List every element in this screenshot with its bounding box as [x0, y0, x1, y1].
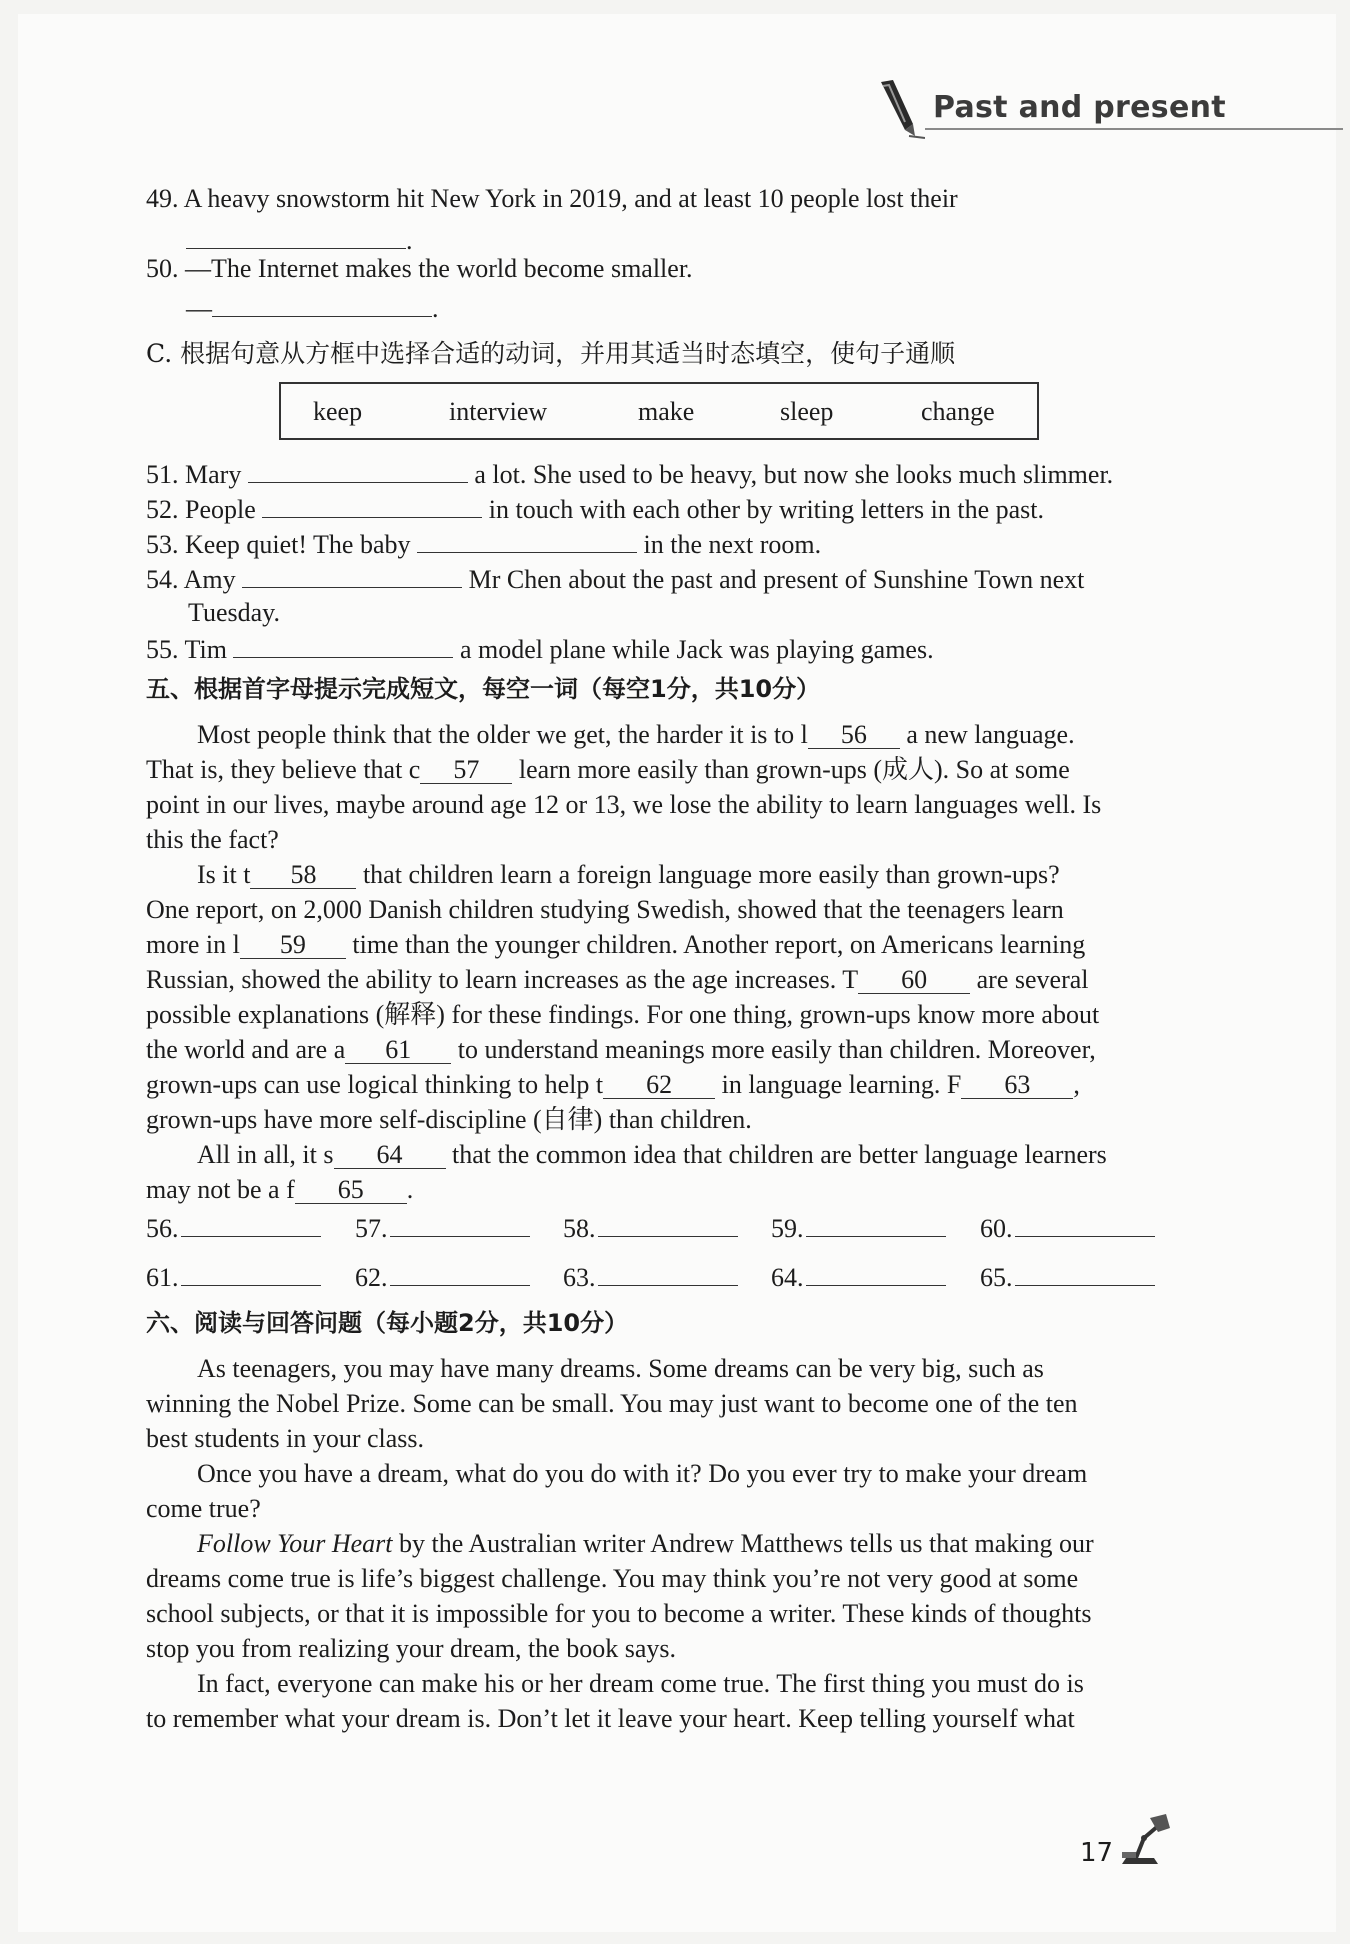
reading-line: come true?	[146, 1494, 261, 1523]
passage-line: possible explanations (解释) for these findings. For one thing, grown-ups know more about	[146, 1000, 1100, 1029]
answer-56: 56.	[146, 1210, 321, 1246]
reading-line: stop you from realizing your dream, the book says.	[146, 1634, 676, 1663]
answer-63: 63.	[563, 1259, 738, 1295]
passage-line: the world and are a 61 to understand meanings more easily than children. Moreover,	[146, 1035, 1096, 1064]
cloze-blank-62[interactable]: 62	[603, 1070, 715, 1099]
reading-line: Once you have a dream, what do you do with it? Do you ever try to make your dream	[197, 1459, 1088, 1488]
passage-line: Russian, showed the ability to learn increases as the age increases. T 60 are several	[146, 965, 1089, 994]
answer-line-57[interactable]	[390, 1210, 530, 1237]
answer-62: 62.	[355, 1259, 530, 1295]
answer-60: 60.	[980, 1210, 1155, 1246]
answer-blank-51[interactable]	[248, 456, 468, 483]
word-box	[279, 382, 1039, 440]
passage-line: All in all, it s 64 that the common idea that children are better language learners	[197, 1140, 1107, 1169]
cloze-blank-58[interactable]: 58	[250, 860, 356, 889]
passage-line: may not be a f 65 .	[146, 1175, 414, 1204]
cloze-blank-57[interactable]: 57	[420, 755, 512, 784]
reading-line: best students in your class.	[146, 1424, 425, 1453]
answer-line-56[interactable]	[181, 1210, 321, 1237]
passage-line: One report, on 2,000 Danish children studying Swedish, showed that the teenagers learn	[146, 895, 1064, 924]
question-49-text: 49. A heavy snowstorm hit New York in 2019, and at least 10 people lost their	[146, 184, 958, 213]
word-option: keep	[313, 397, 363, 426]
question-51: 51. Mary a lot. She used to be heavy, but now she looks much slimmer.	[146, 456, 1113, 492]
section-6-title: 六、阅读与回答问题（每小题2分，共10分）	[146, 1309, 629, 1337]
question-50-answer-line: — .	[146, 290, 439, 326]
answer-line-62[interactable]	[390, 1259, 530, 1286]
question-50	[146, 252, 693, 286]
cloze-blank-60[interactable]: 60	[858, 965, 970, 994]
reading-line: Follow Your Heart by the Australian writer Andrew Matthews tells us that making our	[197, 1529, 1094, 1558]
passage-line: Most people think that the older we get, the harder it is to l 56 a new language.	[197, 720, 1075, 749]
answer-line-64[interactable]	[806, 1259, 946, 1286]
page-number: 17	[1080, 1838, 1114, 1868]
question-54-cont: Tuesday.	[188, 598, 280, 627]
passage-line: more in l 59 time than the younger children. Another report, on Americans learning	[146, 930, 1086, 959]
passage-line: grown-ups have more self-discipline (自律) than children.	[146, 1105, 752, 1134]
reading-line: As teenagers, you may have many dreams. Some dreams can be very big, such as	[197, 1354, 1044, 1383]
answer-line-61[interactable]	[181, 1259, 321, 1286]
answer-line-59[interactable]	[806, 1210, 946, 1237]
question-49	[146, 182, 958, 216]
answer-59: 59.	[771, 1210, 946, 1246]
cloze-blank-61[interactable]: 61	[345, 1035, 451, 1064]
question-50-text: 50. —The Internet makes the world become smaller.	[146, 254, 693, 283]
cloze-blank-59[interactable]: 59	[240, 930, 346, 959]
section-c-instruction: C. 根据句意从方框中选择合适的动词，并用其适当时态填空，使句子通顺	[146, 339, 956, 368]
section-5-title: 五、根据首字母提示完成短文，每空一词（每空1分，共10分）	[146, 675, 821, 703]
question-55: 55. Tim a model plane while Jack was playing games.	[146, 631, 934, 667]
passage-line: grown-ups can use logical thinking to help t 62 in language learning. F 63 ,	[146, 1070, 1080, 1099]
answer-64: 64.	[771, 1259, 946, 1295]
question-54: 54. Amy Mr Chen about the past and present of Sunshine Town next	[146, 561, 1084, 597]
cloze-blank-64[interactable]: 64	[334, 1140, 446, 1169]
cloze-blank-63[interactable]: 63	[961, 1070, 1073, 1099]
book-title: Follow Your Heart	[197, 1529, 393, 1558]
passage-line: this the fact?	[146, 825, 279, 854]
question-52: 52. People in touch with each other by writing letters in the past.	[146, 491, 1044, 527]
word-option: interview	[449, 397, 548, 426]
reading-line: dreams come true is life’s biggest challenge. You may think you’re not very good at some	[146, 1564, 1079, 1593]
answer-blank-50[interactable]	[212, 290, 432, 317]
answer-line-63[interactable]	[598, 1259, 738, 1286]
answer-blank-53[interactable]	[417, 526, 637, 553]
desk-lamp-icon	[1114, 1808, 1174, 1868]
page-header	[875, 78, 1343, 138]
word-option: make	[638, 397, 695, 426]
passage-line: Is it t 58 that children learn a foreign language more easily than grown-ups?	[197, 860, 1060, 889]
reading-line: winning the Nobel Prize. Some can be small. You may just want to become one of the ten	[146, 1389, 1078, 1418]
answer-65: 65.	[980, 1259, 1155, 1295]
answer-blank-55[interactable]	[233, 631, 453, 658]
word-option: sleep	[780, 397, 834, 426]
answer-61: 61.	[146, 1259, 321, 1295]
question-49-answer-line: .	[146, 222, 413, 258]
word-option: change	[921, 397, 995, 426]
answer-blank-52[interactable]	[262, 491, 482, 518]
answer-blank-49[interactable]	[186, 222, 406, 249]
pen-icon	[875, 78, 925, 142]
answer-blank-54[interactable]	[242, 561, 462, 588]
question-53: 53. Keep quiet! The baby in the next room.	[146, 526, 821, 562]
header-title: Past and present	[933, 90, 1226, 125]
reading-line: school subjects, or that it is impossible for you to become a writer. These kinds of thoughts	[146, 1599, 1092, 1628]
reading-line: In fact, everyone can make his or her dream come true. The first thing you must do is	[197, 1669, 1084, 1698]
cloze-blank-65[interactable]: 65	[295, 1175, 407, 1204]
answer-line-65[interactable]	[1015, 1259, 1155, 1286]
answer-line-58[interactable]	[598, 1210, 738, 1237]
answer-58: 58.	[563, 1210, 738, 1246]
header-rule	[925, 128, 1343, 130]
answer-line-60[interactable]	[1015, 1210, 1155, 1237]
cloze-blank-56[interactable]: 56	[808, 720, 900, 749]
answer-57: 57.	[355, 1210, 530, 1246]
passage-line: That is, they believe that c 57 learn more easily than grown-ups (成人). So at some	[146, 755, 1070, 784]
passage-line: point in our lives, maybe around age 12 or 13, we lose the ability to learn languages well. Is	[146, 790, 1102, 819]
reading-line: to remember what your dream is. Don’t let it leave your heart. Keep telling yourself what	[146, 1704, 1075, 1733]
